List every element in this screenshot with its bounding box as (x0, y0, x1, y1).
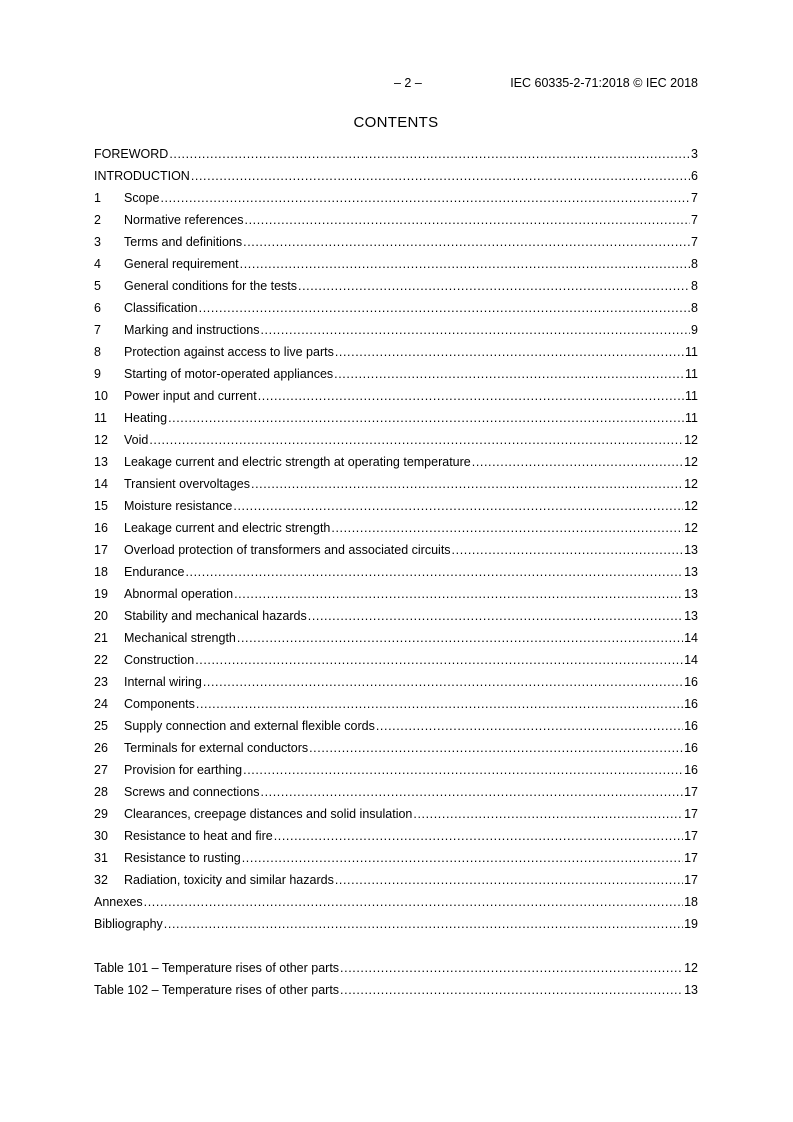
toc-entry-page: 16 (684, 763, 698, 777)
toc-entry-label: Terms and definitions (124, 235, 243, 249)
toc-entry-page: 13 (684, 543, 698, 557)
toc-dot-leader (260, 319, 690, 341)
toc-dot-leader (331, 517, 683, 539)
toc-dot-leader (160, 187, 690, 209)
toc-entry-number: 11 (94, 411, 107, 425)
toc-entry-page: 11 (685, 367, 698, 381)
toc-entry-page: 17 (684, 851, 698, 865)
toc-entry-page: 12 (684, 961, 698, 975)
toc-entry-page: 7 (691, 191, 698, 205)
toc-entry-page: 17 (684, 807, 698, 821)
toc-dot-leader (237, 627, 683, 649)
toc-entry-number: 3 (94, 235, 101, 249)
toc-entry-number: 13 (94, 455, 108, 469)
toc-entry-page: 13 (684, 609, 698, 623)
toc-dot-leader (242, 847, 683, 869)
toc-entry-page: 14 (684, 653, 698, 667)
toc-entry[interactable] (94, 517, 698, 539)
toc-entry-number: 8 (94, 345, 101, 359)
table-of-contents (94, 143, 698, 1001)
toc-dot-leader (298, 275, 690, 297)
toc-entry-label: Radiation, toxicity and similar hazards (124, 873, 334, 887)
page-number: – 2 – (394, 76, 422, 90)
toc-entry-label: Provision for earthing (124, 763, 243, 777)
toc-entry[interactable] (94, 495, 698, 517)
toc-entry[interactable] (94, 737, 698, 759)
toc-entry-number: 28 (94, 785, 108, 799)
toc-entry-page: 17 (684, 785, 698, 799)
toc-entry-page: 6 (691, 169, 698, 183)
toc-entry-label: Normative references (124, 213, 244, 227)
toc-dot-leader (149, 429, 683, 451)
toc-entry-label: Classification (124, 301, 198, 315)
toc-dot-leader (376, 715, 683, 737)
toc-entry-number: 30 (94, 829, 108, 843)
toc-entry-label: Screws and connections (124, 785, 260, 799)
toc-entry[interactable] (94, 759, 698, 781)
toc-entry-label: Heating (124, 411, 168, 425)
toc-entry-label: Moisture resistance (124, 499, 233, 513)
toc-entry[interactable] (94, 363, 698, 385)
toc-entry-page: 7 (691, 213, 698, 227)
toc-entry[interactable] (94, 781, 698, 803)
toc-entry-page: 8 (691, 257, 698, 271)
toc-entry[interactable] (94, 429, 698, 451)
toc-entry-number: 4 (94, 257, 101, 271)
toc-entry[interactable] (94, 253, 698, 275)
toc-entry-number: 10 (94, 389, 108, 403)
toc-entry[interactable] (94, 891, 698, 913)
toc-entry-number: 12 (94, 433, 108, 447)
toc-entry-label: General conditions for the tests (124, 279, 298, 293)
toc-dot-leader (309, 737, 683, 759)
toc-dot-leader (191, 165, 690, 187)
toc-entry-label: Internal wiring (124, 675, 202, 689)
toc-entry-page: 12 (684, 521, 698, 535)
toc-table-entry[interactable] (94, 957, 698, 979)
toc-entry-number: 9 (94, 367, 101, 381)
toc-entry-label: Power input and current (124, 389, 257, 403)
toc-entry[interactable] (94, 803, 698, 825)
toc-dot-leader (261, 781, 684, 803)
toc-entry-number: 14 (94, 477, 108, 491)
toc-entry[interactable] (94, 275, 698, 297)
toc-dot-leader (452, 539, 684, 561)
toc-dot-leader (243, 231, 690, 253)
toc-entry-number: 29 (94, 807, 108, 821)
toc-entry-page: 19 (684, 917, 698, 931)
toc-entry-label: Marking and instructions (124, 323, 260, 337)
toc-entry[interactable] (94, 869, 698, 891)
toc-entry-page: 3 (691, 147, 698, 161)
toc-entry-label: Terminals for external conductors (124, 741, 309, 755)
toc-entry-number: 6 (94, 301, 101, 315)
toc-entry-label: FOREWORD (94, 147, 169, 161)
toc-spacer (94, 935, 698, 957)
toc-entry-number: 23 (94, 675, 108, 689)
toc-entry-number: 25 (94, 719, 108, 733)
toc-entry-label: Annexes (94, 895, 143, 909)
toc-dot-leader (413, 803, 683, 825)
toc-entry[interactable] (94, 715, 698, 737)
toc-dot-leader (274, 825, 683, 847)
toc-entry-label: Leakage current and electric strength (124, 521, 331, 535)
toc-entry[interactable] (94, 847, 698, 869)
toc-entry[interactable] (94, 319, 698, 341)
toc-entry-page: 12 (684, 433, 698, 447)
toc-entry-label: Components (124, 697, 195, 711)
toc-dot-leader (340, 957, 683, 979)
toc-entry[interactable] (94, 561, 698, 583)
toc-entry-label: General requirement (124, 257, 239, 271)
toc-entry-label: Bibliography (94, 917, 163, 931)
toc-entry-number: 20 (94, 609, 108, 623)
toc-entry[interactable] (94, 165, 698, 187)
toc-entry[interactable] (94, 385, 698, 407)
toc-entry-label: Starting of motor-operated appliances (124, 367, 334, 381)
toc-entry-number: 2 (94, 213, 101, 227)
toc-entry-page: 14 (684, 631, 698, 645)
toc-dot-leader (196, 693, 683, 715)
toc-dot-leader (168, 407, 684, 429)
toc-entry-label: Table 102 – Temperature rises of other parts (94, 983, 340, 997)
toc-entry-page: 17 (684, 829, 698, 843)
toc-entry-page: 12 (684, 455, 698, 469)
toc-entry-label: Void (124, 433, 149, 447)
toc-entry-number: 27 (94, 763, 108, 777)
toc-dot-leader (258, 385, 684, 407)
toc-dot-leader (144, 891, 683, 913)
toc-entry-label: Scope (124, 191, 160, 205)
toc-dot-leader (195, 649, 683, 671)
toc-entry-number: 19 (94, 587, 108, 601)
toc-entry-label: Leakage current and electric strength at operating temperature (124, 455, 471, 469)
toc-entry-number: 32 (94, 873, 108, 887)
toc-entry-number: 15 (94, 499, 108, 513)
toc-entry-page: 8 (691, 301, 698, 315)
toc-dot-leader (243, 759, 683, 781)
toc-entry-page: 11 (685, 411, 698, 425)
toc-entry-page: 8 (691, 279, 698, 293)
toc-entry-label: Supply connection and external flexible cords (124, 719, 375, 733)
toc-entry[interactable] (94, 187, 698, 209)
page-title: CONTENTS (353, 114, 439, 131)
toc-dot-leader (308, 605, 683, 627)
toc-dot-leader (234, 583, 683, 605)
toc-entry[interactable] (94, 341, 698, 363)
toc-entry[interactable] (94, 407, 698, 429)
toc-entry[interactable] (94, 297, 698, 319)
toc-entry-page: 16 (684, 741, 698, 755)
toc-entry[interactable] (94, 649, 698, 671)
toc-dot-leader (199, 297, 690, 319)
toc-entry-page: 16 (684, 697, 698, 711)
toc-dot-leader (233, 495, 683, 517)
toc-entry-page: 11 (685, 389, 698, 403)
toc-dot-leader (164, 913, 683, 935)
toc-dot-leader (472, 451, 683, 473)
toc-entry-label: Stability and mechanical hazards (124, 609, 307, 623)
toc-dot-leader (251, 473, 683, 495)
toc-entry-number: 26 (94, 741, 108, 755)
toc-entry-label: Overload protection of transformers and associated circuits (124, 543, 451, 557)
toc-entry-label: Resistance to heat and fire (124, 829, 273, 843)
toc-entry-number: 7 (94, 323, 101, 337)
document-id: IEC 60335-2-71:2018 © IEC 2018 (510, 76, 698, 90)
toc-entry-page: 12 (684, 499, 698, 513)
toc-entry-number: 21 (94, 631, 108, 645)
toc-entry-page: 16 (684, 675, 698, 689)
toc-entry-label: Endurance (124, 565, 185, 579)
toc-entry[interactable] (94, 627, 698, 649)
toc-entry-number: 22 (94, 653, 108, 667)
toc-entry-label: Resistance to rusting (124, 851, 241, 865)
toc-entry-label: Table 101 – Temperature rises of other parts (94, 961, 340, 975)
toc-entry-label: Abnormal operation (124, 587, 234, 601)
toc-entry-label: Construction (124, 653, 195, 667)
toc-entry[interactable] (94, 231, 698, 253)
toc-entry-label: Clearances, creepage distances and solid insulation (124, 807, 413, 821)
toc-entry[interactable] (94, 143, 698, 165)
toc-entry-number: 31 (94, 851, 108, 865)
toc-dot-leader (240, 253, 690, 275)
toc-entry-page: 9 (691, 323, 698, 337)
toc-entry-number: 5 (94, 279, 101, 293)
toc-entry[interactable] (94, 913, 698, 935)
page-header (94, 76, 698, 92)
toc-entry[interactable] (94, 693, 698, 715)
toc-entry[interactable] (94, 671, 698, 693)
toc-entry-label: Transient overvoltages (124, 477, 250, 491)
toc-entry-label: Mechanical strength (124, 631, 236, 645)
toc-entry-page: 13 (684, 587, 698, 601)
toc-entry-label: INTRODUCTION (94, 169, 190, 183)
toc-entry-number: 17 (94, 543, 108, 557)
toc-entry-page: 16 (684, 719, 698, 733)
toc-entry-label: Protection against access to live parts (124, 345, 334, 359)
toc-entry-page: 18 (684, 895, 698, 909)
toc-dot-leader (245, 209, 691, 231)
toc-entry-page: 7 (691, 235, 698, 249)
toc-dot-leader (203, 671, 683, 693)
toc-entry[interactable] (94, 583, 698, 605)
toc-dot-leader (334, 363, 684, 385)
toc-entry-page: 11 (685, 345, 698, 359)
toc-entry-number: 24 (94, 697, 108, 711)
toc-entry[interactable] (94, 539, 698, 561)
toc-entry[interactable] (94, 605, 698, 627)
toc-entry-number: 18 (94, 565, 108, 579)
toc-dot-leader (335, 341, 684, 363)
toc-entry-number: 16 (94, 521, 108, 535)
toc-entry[interactable] (94, 473, 698, 495)
toc-table-entry[interactable] (94, 979, 698, 1001)
toc-dot-leader (335, 869, 683, 891)
toc-entry-page: 13 (684, 983, 698, 997)
toc-entry-page: 17 (684, 873, 698, 887)
toc-entry[interactable] (94, 451, 698, 473)
toc-entry-number: 1 (94, 191, 101, 205)
toc-entry-page: 13 (684, 565, 698, 579)
toc-dot-leader (340, 979, 683, 1001)
toc-entry[interactable] (94, 825, 698, 847)
toc-dot-leader (169, 143, 690, 165)
toc-entry-page: 12 (684, 477, 698, 491)
toc-entry[interactable] (94, 209, 698, 231)
toc-dot-leader (185, 561, 683, 583)
